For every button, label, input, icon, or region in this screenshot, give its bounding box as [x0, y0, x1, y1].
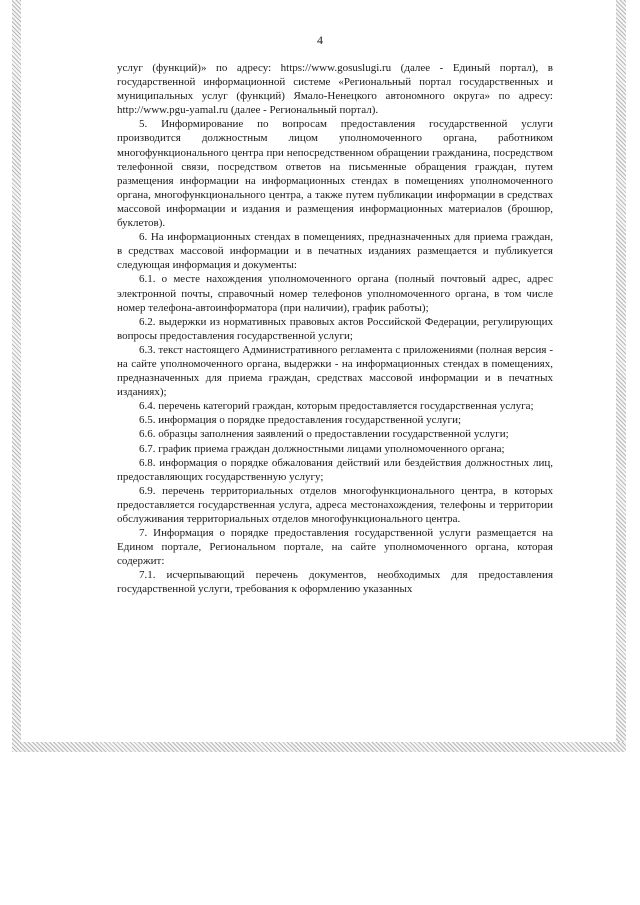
- page-number: 4: [317, 33, 323, 47]
- paragraph: 6.3. текст настоящего Административного регламента с приложениями (полная версия - на сайте уполномоченного органа, выдержки - на информационных стендах в помещениях, предназначенных для приема граждан, средствах массовой информации и в печатных изданиях);: [117, 343, 553, 399]
- paragraph: 6.1. о месте нахождения уполномоченного органа (полный почтовый адрес, адрес электронной почты, справочный номер телефонов уполномоченного органа, в том числе номер телефона-автоинформатора (при наличии), график работы);: [117, 273, 553, 314]
- scan-edge-left: [12, 0, 21, 752]
- paragraph: 6.7. график приема граждан должностными лицами уполномоченного органа;: [139, 442, 505, 455]
- scan-edge-right: [616, 0, 626, 752]
- paragraph: 6. На информационных стендах в помещениях, предназначенных для приема граждан, в средствах массовой информации и в печатных изданиях размещается и публикуется следующая информация и документы:: [117, 231, 553, 272]
- paragraph: услуг (функций)» по адресу: https://www.gosuslugi.ru (далее - Единый портал), в государственной информационной системе «Региональный портал государственных и муниципальных услуг (функций) Ямало-Ненецкого автономного округа» по адресу: http://www.pgu-yamal.ru (далее - Региональный портал).: [117, 62, 553, 117]
- paragraph: 6.6. образцы заполнения заявлений о предоставлении государственной услуги;: [139, 428, 509, 441]
- paragraph: 6.5. информация о порядке предоставления государственной услуги;: [139, 414, 462, 427]
- paragraph: 6.9. перечень территориальных отделов многофункционального центра, в которых предоставляется государственная услуга, адреса местонахождения, телефоны и территории обслуживания территориальных отделов многофункционального центра.: [117, 484, 553, 525]
- paragraph: 6.2. выдержки из нормативных правовых актов Российской Федерации, регулирующих вопросы предоставления государственной услуги;: [117, 315, 553, 342]
- document-body: [117, 61, 553, 597]
- paragraph: 5. Информирование по вопросам предоставления государственной услуги производится должностным лицом уполномоченного органа, работником многофункционального центра при непосредственном обращении гражданина, посредством телефонной связи, посредством ответов на письменные обращения граждан, путем размещения информации на информационных стендах в помещениях уполномоченного органа, многофункционального центра, а также путем публикации информации в средствах массовой информации и издания и размещения информационных материалов (брошюр, буклетов).: [117, 118, 553, 230]
- scan-edge-bottom: [12, 742, 626, 752]
- paragraph: 7. Информация о порядке предоставления государственной услуги размещается на Едином портале, Региональном портале, на сайте уполномоченного органа, которая содержит:: [117, 527, 553, 568]
- paragraph: 6.4. перечень категорий граждан, которым предоставляется государственная услуга;: [139, 400, 534, 413]
- paragraph: 6.8. информация о порядке обжалования действий или бездействия должностных лиц, предоставляющих государственную услугу;: [117, 456, 553, 483]
- paragraph: 7.1. исчерпывающий перечень документов, необходимых для предоставления государственной услуги, требования к оформлению указанных: [117, 569, 553, 596]
